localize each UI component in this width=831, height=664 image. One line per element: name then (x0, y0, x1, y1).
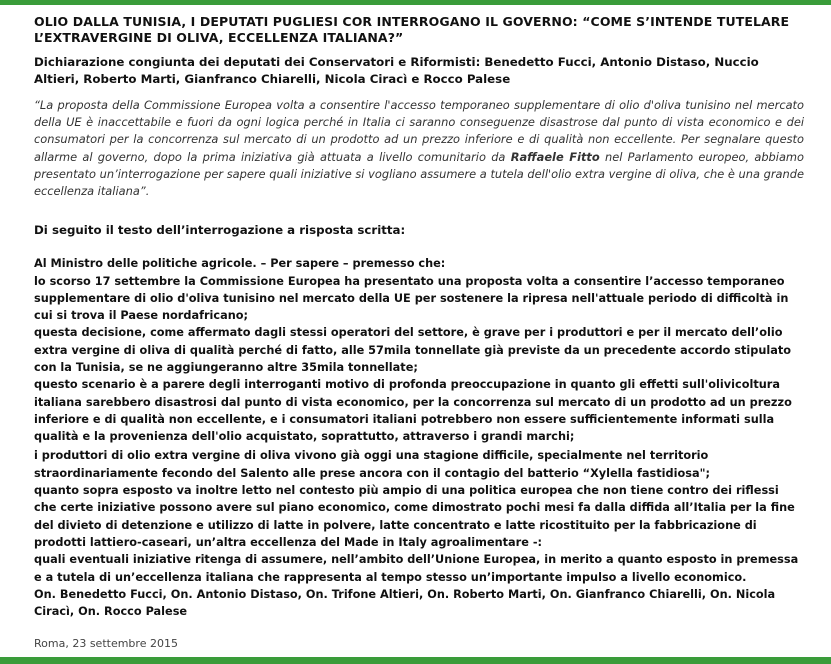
body-paragraph: quanto sopra esposto va inoltre letto nel contesto più ampio di una politica europea che non tiene contro dei riflessi che certe iniziative possono avere sul piano economico, come dimostrato pochi mesi fa dalla diffida all’Italia per la fine del divieto di detenzione e utilizzo di latte in polvere, latte concentrato e latte ricostituito per la fabbricazione di prodotti lattiero-caseari, un’altra eccellenza del Made in Italy agroalimentare -: (34, 484, 795, 549)
article (34, 14, 804, 620)
quoted-statement (34, 97, 804, 200)
body-paragraph: Al Ministro delle politiche agricole. – Per sapere – premesso che: (34, 257, 446, 271)
body-paragraph: i produttori di olio extra vergine di oliva vivono già oggi una stagione difficile, specialmente nel territorio straordinariamente fecondo del Salento alle prese ancora con il contagio del batterio “Xylella fastidiosa"; (34, 449, 710, 480)
body-paragraph: lo scorso 17 settembre la Commissione Europea ha presentato una proposta volta a consentire l’accesso temporaneo supplementare di olio d'oliva tunisino nel mercato della UE per sostenere la ripresa nell'attuale periodo di difficoltà in cui si trova il Paese nordafricano; (34, 274, 789, 323)
body-paragraph: questa decisione, come affermato dagli stessi operatori del settore, è grave per i produttori e per il mercato dell’olio extra vergine di oliva di qualità perché di fatto, alle 57mila tonnellate già previste da un precedente accordo stipulato con la Tunisia, se ne aggiungeranno altre 35mila tonnellate; (34, 326, 792, 374)
quote-highlight-name: Raffaele Fitto (510, 149, 600, 164)
quote-part-2: nel Parlamento europeo, abbiamo presentato un’interrogazione per sapere quali iniziative si vogliano assumere a tutela dell'olio extra vergine di oliva, che è una grande eccellenza italiana”. (34, 149, 804, 199)
top-accent-bar (0, 0, 831, 5)
article-subtitle: Dichiarazione congiunta dei deputati dei Conservatori e Riformisti: Benedetto Fucci, Antonio Distaso, Nuccio Altieri, Roberto Marti, Gianfranco Chiarelli, Nicola Ciracì e Rocco Palese (34, 55, 759, 86)
quote-part-1: “La proposta della Commissione Europea volta a consentire l'accesso temporaneo supplementare di olio d'oliva tunisino nel mercato della UE è inaccettabile e fuori da ogni logica perché in Italia ci saranno conseguenze disastrose dal punto di vista economico e dei consumatori per la concorrenza sul mercato di un prodotto ad un prezzo inferiore e di qualità non eccellente. Per segnalare questo allarme al governo, dopo la prima iniziativa già attuata a livello comunitario da (34, 98, 804, 164)
bottom-accent-bar (0, 657, 831, 664)
interrogation-text (34, 255, 804, 620)
body-paragraph: quali eventuali iniziative ritenga di assumere, nell’ambito dell’Unione Europea, in merito a quanto esposto in premessa e a tutela di un’eccellenza italiana che rappresenta al tempo stesso un’importante impulso a livello economico. (34, 553, 799, 584)
article-title: OLIO DALLA TUNISIA, I DEPUTATI PUGLIESI COR INTERROGANO IL GOVERNO: “COME S’INTENDE TUTELARE L’EXTRAVERGINE DI OLIVA, ECCELLENZA ITALIANA?” (34, 14, 790, 45)
signatories: On. Benedetto Fucci, On. Antonio Distaso, On. Trifone Altieri, On. Roberto Marti, On. Gianfranco Chiarelli, On. Nicola Ciracì, On. Rocco Palese (34, 587, 776, 619)
date-line: Roma, 23 settembre 2015 (34, 637, 178, 650)
section-lead: Di seguito il testo dell’interrogazione a risposta scritta: (34, 223, 406, 238)
body-paragraph: questo scenario è a parere degli interroganti motivo di profonda preoccupazione in quanto gli effetti sull'olivicoltura italiana sarebbero disastrosi dal punto di vista economico, per la concorrenza sul mercato di un prodotto ad un prezzo inferiore e di qualità non eccellente, e i consumatori italiani potrebbero non essere sufficientemente informati sulla qualità e la provenienza dell'olio acquistato, soprattutto, attraverso i grandi marchi; (34, 378, 792, 444)
